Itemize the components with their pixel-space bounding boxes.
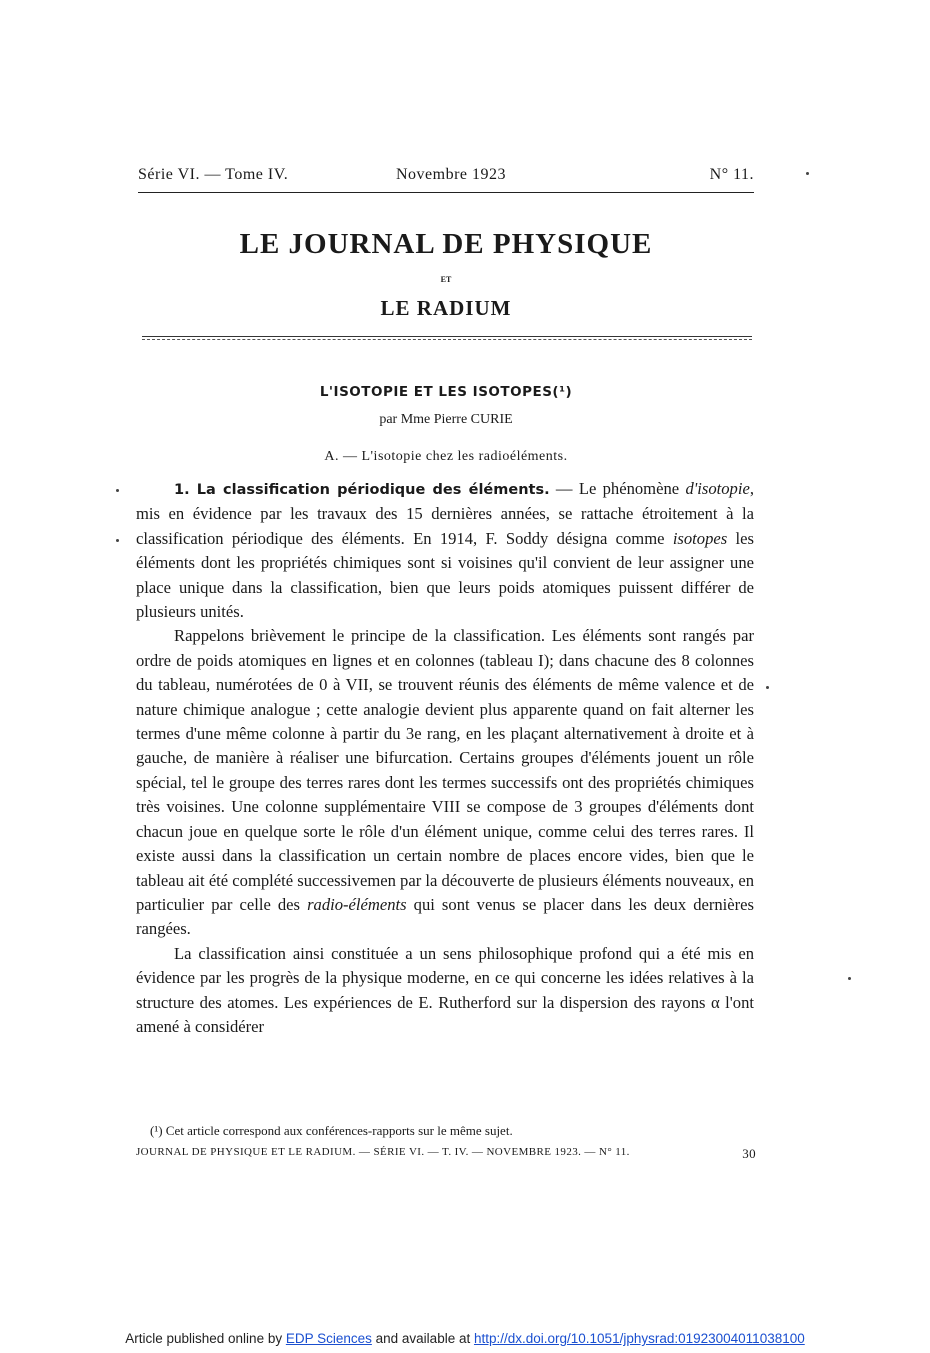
header-date: Novembre 1923 xyxy=(396,166,507,183)
doi-link[interactable]: http://dx.doi.org/10.1051/jphysrad:01923004011038100 xyxy=(473,1331,805,1346)
paragraph-2 xyxy=(136,624,754,941)
publisher-middle: and available at xyxy=(371,1331,474,1346)
publisher-prefix: Article published online by xyxy=(125,1331,286,1346)
article-title: L'ISOTOPIE ET LES ISOTOPES(¹) xyxy=(319,384,573,400)
footer-citation: JOURNAL DE PHYSIQUE ET LE RADIUM. — SÉRIE VI. — T. IV. — NOVEMBRE 1923. — N° 11. xyxy=(136,1146,630,1158)
p1-emphasis-isotopie: d'isotopie xyxy=(685,479,750,498)
page-number: 30 xyxy=(742,1146,756,1161)
section-heading: A. — L'isotopie chez les radioéléments. xyxy=(324,449,568,464)
journal-subtitle: LE RADIUM xyxy=(380,296,512,320)
header-issue-number: N° 11. xyxy=(709,166,754,183)
header-series: Série VI. — Tome IV. xyxy=(138,166,289,183)
masthead-rule-dashed xyxy=(142,339,752,340)
paragraph-1 xyxy=(136,477,754,624)
p1-text-b: , mis en évidence par les travaux des 15 dernières années, se rattache étroitement à la classification périodique des éléments. En 1914, F. Soddy désigna comme xyxy=(136,479,754,548)
footnote: (¹) Cet article correspond aux conférences-rapports sur le même sujet. xyxy=(150,1123,513,1138)
journal-title: LE JOURNAL DE PHYSIQUE xyxy=(239,228,653,260)
scan-speck xyxy=(116,489,119,492)
publisher-link[interactable]: EDP Sciences xyxy=(285,1331,372,1346)
scan-speck xyxy=(766,686,769,689)
paragraph-3: La classification ainsi constituée a un sens philosophique profond qui a été mis en évidence par les progrès de la physique moderne, en ce qui concerne les idées relatives à la structure des atomes. Les expériences de E. Rutherford sur la dispersion des rayons α l'ont amené à considérer xyxy=(136,943,754,1036)
scan-speck xyxy=(806,172,809,175)
p2-emphasis-radio-elements: radio-éléments xyxy=(307,894,407,914)
p2-text-a: Rappelons brièvement le principe de la classification. Les éléments sont rangés par ordre de poids atomiques en lignes et en colonnes (tableau I); dans chacune des 8 colonnes du tableau, numérotées de 0 à VII, se trouvent réunis des éléments de même valence et de nature chimique analogue ; cette analogie devient plus apparente quand on fait alterner les termes d'une même colonne à partir du 3e rang, en les plaçant alternativement à droite et à gauche, de manière à réaliser une bifurcation. Certains groupes d'éléments jouent un rôle spécial, tel le groupe des terres rares dont les termes successifs ont des propriétés chimiques très voisines. Une colonne supplémentaire VIII se compose de 3 groupes d'éléments dont chacun joue en quelque sorte le rôle d'un élément unique, comme celui des terres rares. Il existe aussi dans la classification un certain nombre de places encore vides, bien que le tableau ait été complété successivemen par la découverte de plusieurs éléments nouveaux, en particulier par celle des xyxy=(136,626,754,914)
article-byline: par Mme Pierre CURIE xyxy=(379,412,513,427)
p1-text-c: les éléments dont les propriétés chimiques sont si voisines qu'il convient de leur assigner une place unique dans la classification, bien que leurs poids atomiques puissent différer de plusieurs unités. xyxy=(136,528,754,622)
running-header xyxy=(138,166,754,188)
article-body xyxy=(136,477,754,1039)
journal-et: ET xyxy=(440,275,452,284)
p2-text-b: qui sont venus se placer dans les deux dernières rangées. xyxy=(136,894,754,939)
p1-text-a: — Le phénomène xyxy=(549,479,686,498)
subsection-heading: 1. La classification périodique des éléments. xyxy=(174,482,550,498)
p1-emphasis-isotopes: isotopes xyxy=(672,528,728,548)
scan-speck xyxy=(116,539,119,542)
scan-speck xyxy=(848,977,851,980)
masthead-rule xyxy=(142,336,752,337)
publisher-note xyxy=(0,1331,930,1346)
header-rule xyxy=(138,192,754,193)
